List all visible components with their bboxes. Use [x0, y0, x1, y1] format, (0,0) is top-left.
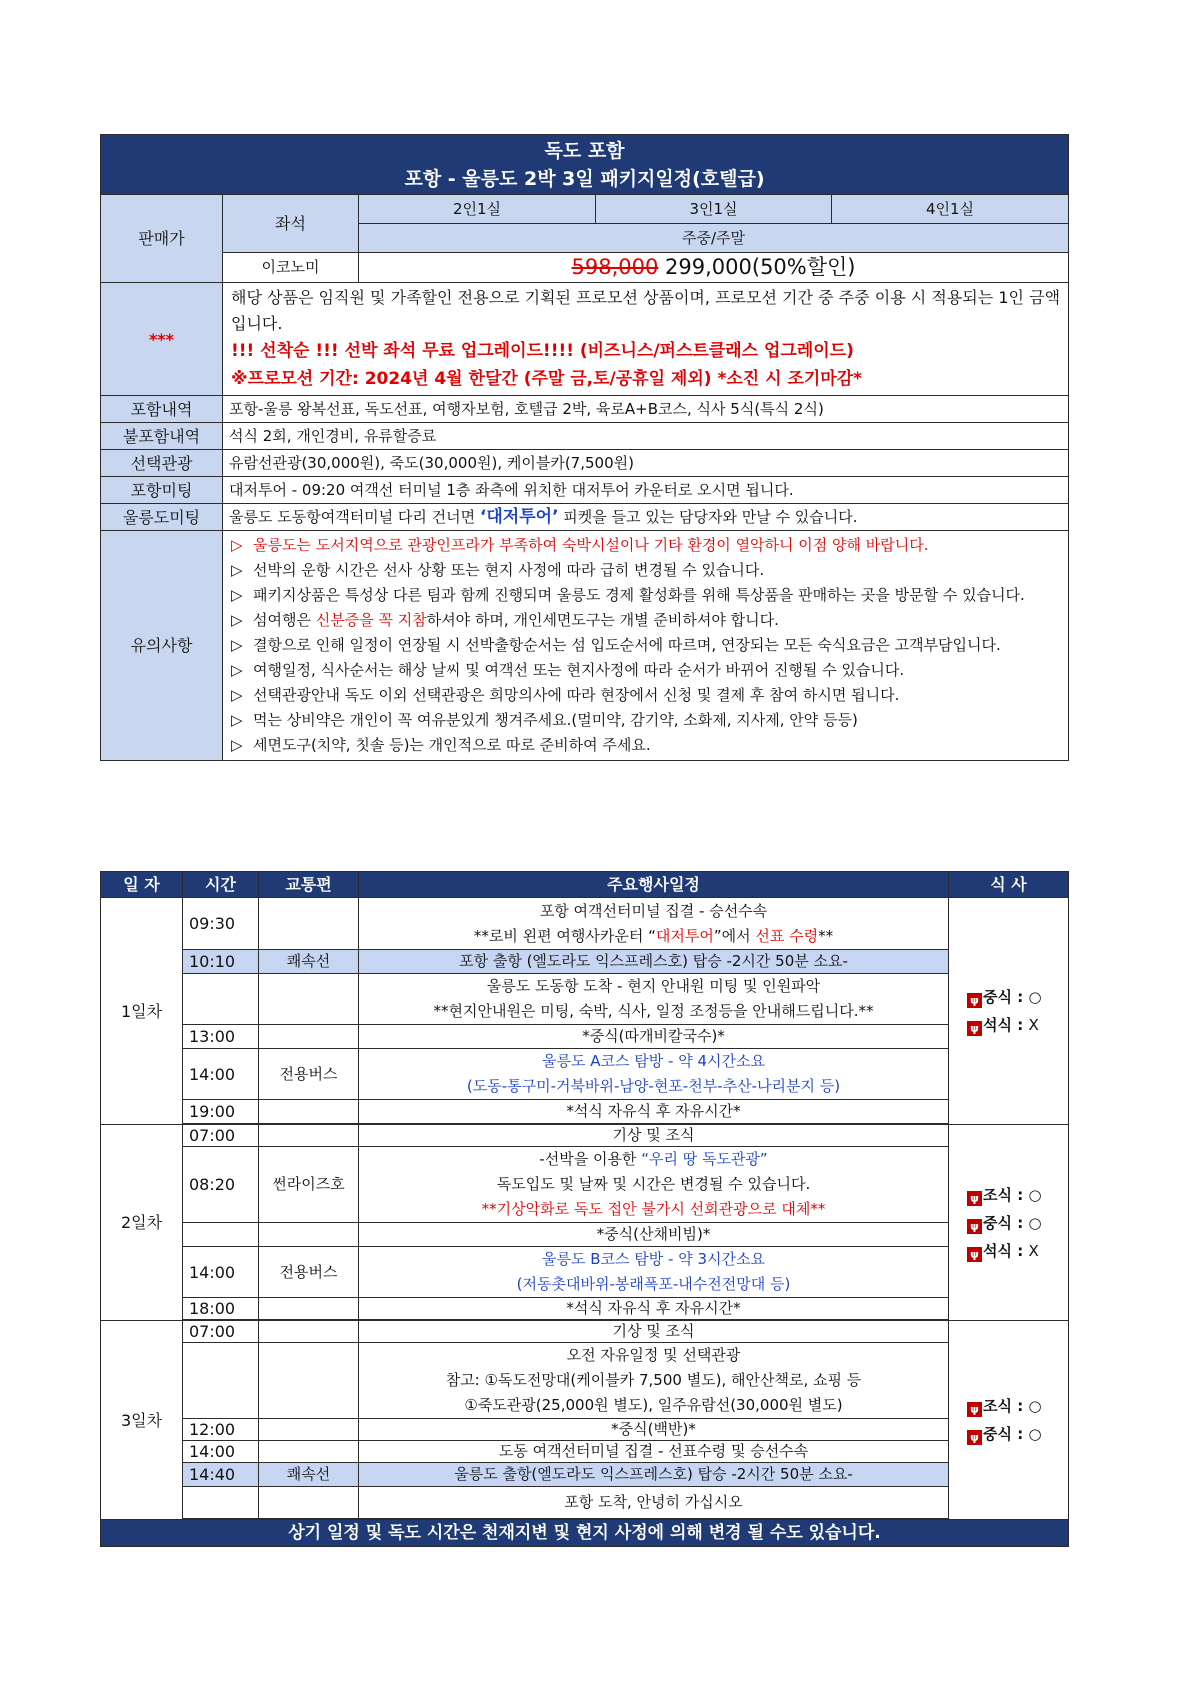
day2-activity-2a [365, 1147, 942, 1172]
room-4person: 4인1실 [832, 195, 1069, 224]
title-line-2: 포항 - 울릉도 2박 3일 패키지일정(호텔급) [404, 167, 765, 190]
day1-activity-5b: (도동-통구미-거북바위-남양-현포-천부-추산-나리분지 등) [466, 1077, 841, 1095]
day3-time-empty [183, 1343, 259, 1419]
meal-value: X [1028, 1241, 1039, 1260]
day3-time-1400: 14:00 [183, 1441, 259, 1463]
optional-tour-text: 유람선관광(30,000원), 죽도(30,000원), 케이블카(7,500원) [223, 450, 1069, 477]
day1-transport-bus: 전용버스 [259, 1049, 359, 1100]
package-title [101, 135, 1069, 195]
day2-time-0700: 07:00 [183, 1125, 259, 1147]
ulleung-meeting-pre: 울릉도 도동항여객터미널 다리 건너면 [229, 507, 480, 526]
day3-meal-breakfast: ψ 조식 : ○ [955, 1392, 1062, 1420]
header-meals: 식 사 [949, 872, 1069, 898]
promo-line-1: 해당 상품은 임직원 및 가족할인 전용으로 기획된 프로모션 상품이며, 프로모션 기간 중 주중 이용 시 적용되는 1인 금액입니다. [231, 288, 1061, 333]
day1-activity-1b [365, 924, 942, 949]
fork-knife-icon: ψ [967, 1430, 982, 1445]
day2-activity-3: *중식(산채비빔)* [359, 1223, 949, 1247]
day3-time-1440: 14:40 [183, 1463, 259, 1487]
note-4-post: 하셔야 하며, 개인세면도구는 개별 준비하셔야 합니다. [426, 611, 779, 629]
header-activities: 주요행사일정 [359, 872, 949, 898]
day1-meals [949, 898, 1069, 1125]
new-price: 299,000(50%할인) [665, 255, 856, 279]
text-red: 대저투어 [655, 926, 714, 945]
day-2-label: 2일차 [101, 1125, 183, 1321]
note-item [229, 683, 1058, 708]
promo-line-3: ※프로모션 기간: 2024년 4월 한달간 (주말 금,토/공휴일 제외) *소진 시 조기마감* [231, 369, 863, 389]
triangle-icon: ▷ [231, 561, 243, 579]
room-2person: 2인1실 [359, 195, 596, 224]
day3-activity-2 [359, 1343, 949, 1419]
excluded-label: 불포함내역 [101, 423, 223, 450]
day1-activity-5 [359, 1049, 949, 1100]
fork-knife-icon: ψ [967, 1402, 982, 1417]
day2-meal-lunch: ψ 중식 : ○ [955, 1209, 1062, 1237]
triangle-icon: ▷ [231, 661, 243, 679]
triangle-icon: ▷ [231, 586, 243, 604]
day3-transport-empty [259, 1441, 359, 1463]
note-5: 결항으로 인해 일정이 연장될 시 선박출항순서는 섬 입도순서에 따르며, 연장되는 모든 숙식요금은 고객부담입니다. [253, 636, 1001, 654]
title-line-1: 독도 포함 [544, 139, 625, 162]
meal-value: ○ [1028, 1397, 1042, 1415]
promo-cell [223, 283, 1069, 396]
day1-transport-ferry: 쾌속선 [259, 950, 359, 974]
day1-time-1010: 10:10 [183, 950, 259, 974]
note-9: 세면도구(치약, 칫솔 등)는 개인적으로 따로 준비하여 주세요. [253, 736, 651, 754]
day3-transport-empty [259, 1487, 359, 1519]
day2-transport-empty [259, 1223, 359, 1247]
day1-activity-1a: 포항 여객선터미널 집결 - 승선수속 [539, 901, 768, 920]
schedule-footer-notice: 상기 일정 및 독도 시간은 천재지변 및 현지 사정에 의해 변경 될 수도 있습니다. [101, 1520, 1069, 1547]
day2-activity-1: 기상 및 조식 [359, 1125, 949, 1147]
price-value [359, 253, 1069, 283]
day2-transport-empty [259, 1125, 359, 1147]
meal-value: X [1028, 1016, 1039, 1034]
meal-name: 중식 [983, 988, 1012, 1006]
day2-time-1400: 14:00 [183, 1247, 259, 1298]
day3-transport-empty [259, 1321, 359, 1343]
meal-value: ○ [1028, 988, 1042, 1006]
note-4-pre: 섬여행은 [253, 611, 316, 629]
day3-activity-5: 울릉도 출항(엘도라도 익스프레스호) 탑승 -2시간 50분 소요- [359, 1463, 949, 1487]
header-day: 일 자 [101, 872, 183, 898]
day2-transport-sunrise: 썬라이즈호 [259, 1147, 359, 1223]
day3-activity-2c: ①죽도관광(25,000원 별도), 일주유람선(30,000원 별도) [464, 1396, 843, 1414]
day2-meals [949, 1125, 1069, 1321]
ulleung-meeting-text [223, 504, 1069, 531]
day3-meal-lunch: ψ 중식 : ○ [955, 1420, 1062, 1448]
seat-label: 좌석 [223, 195, 359, 253]
note-4-red: 신분증을 꼭 지참 [315, 611, 427, 629]
day1-time-0930: 09:30 [183, 898, 259, 950]
day1-activity-4: *중식(따개비칼국수)* [359, 1025, 949, 1049]
ulleung-meeting-label: 울릉도미팅 [101, 504, 223, 531]
fork-knife-icon: ψ [967, 993, 982, 1008]
note-item [229, 633, 1058, 658]
old-price: 598,000 [571, 255, 659, 279]
day1-activity-6: *석식 자유식 후 자유시간* [359, 1100, 949, 1124]
note-item [229, 708, 1058, 733]
day2-meal-dinner: ψ 석식 : X [955, 1237, 1062, 1265]
day2-activity-4a: 울릉도 B코스 탐방 - 약 3시간소요 [542, 1250, 765, 1268]
triangle-icon: ▷ [231, 536, 243, 554]
day2-time-0820: 08:20 [183, 1147, 259, 1223]
pohang-meeting-text: 대저투어 - 09:20 여객선 터미널 1층 좌측에 위치한 대저투어 카운터로 오시면 됩니다. [223, 477, 1069, 504]
day3-time-1200: 12:00 [183, 1419, 259, 1441]
note-3: 패키지상품은 특성상 다른 팀과 함께 진행되며 울릉도 경제 활성화를 위해 특상품을 판매하는 곳을 방문할 수 있습니다. [253, 586, 1025, 604]
day1-meal-dinner: ψ 석식 : X [955, 1011, 1062, 1039]
included-text: 포항-울릉 왕복선표, 독도선표, 여행자보험, 호텔급 2박, 육로A+B코스, 식사 5식(특식 2식) [223, 396, 1069, 423]
day3-meals [949, 1321, 1069, 1520]
day1-transport-empty [259, 974, 359, 1025]
note-2: 선박의 운항 시간은 선사 상황 또는 현지 사정에 따라 급히 변경될 수 있습니다. [253, 561, 765, 579]
day2-activity-5: *석식 자유식 후 자유시간* [359, 1298, 949, 1320]
day1-activity-2: 포항 출항 (엘도라도 익스프레스호) 탑승 -2시간 50분 소요- [359, 950, 949, 974]
note-item [229, 658, 1058, 683]
fork-knife-icon: ψ [967, 1021, 982, 1036]
day3-transport-empty [259, 1343, 359, 1419]
note-item [229, 533, 1058, 558]
meal-name: 조식 [983, 1185, 1012, 1204]
meal-name: 중식 [983, 1213, 1012, 1232]
day1-activity-1 [359, 898, 949, 950]
day1-activity-3a: 울릉도 도동항 도착 - 현지 안내원 미팅 및 인원파악 [486, 977, 821, 995]
day1-time-1400: 14:00 [183, 1049, 259, 1100]
note-1: 울릉도는 도서지역으로 관광인프라가 부족하여 숙박시설이나 기타 환경이 열악하니 이점 양해 바랍니다. [253, 536, 929, 554]
note-8: 먹는 상비약은 개인이 꼭 여유분있게 챙겨주세요.(멀미약, 감기약, 소화제, 지사제, 안약 등등) [253, 711, 858, 729]
period-label: 주중/주말 [359, 224, 1069, 253]
day1-activity-3b: **현지안내원은 미팅, 숙박, 식사, 일정 조정등을 안내해드립니다.** [433, 1002, 874, 1020]
class-label: 이코노미 [223, 253, 359, 283]
promo-line-2: !!! 선착순 !!! 선박 좌석 무료 업그레이드!!!! (비즈니스/퍼스트클래스 업그레이드) [231, 341, 854, 361]
day2-activity-4 [359, 1247, 949, 1298]
text: **로비 왼편 여행사카운터 “ [473, 926, 656, 945]
day2-time-1800: 18:00 [183, 1298, 259, 1320]
day3-activity-6: 포항 도착, 안녕히 가십시오 [359, 1487, 949, 1519]
text: ”에서 [713, 926, 756, 945]
day2-transport-bus: 전용버스 [259, 1247, 359, 1298]
package-info-table [100, 134, 1069, 761]
ulleung-meeting-highlight: ‘대저투어’ [479, 506, 559, 527]
day2-transport-empty [259, 1298, 359, 1320]
note-item [229, 733, 1058, 758]
meal-name: 조식 [983, 1397, 1012, 1415]
triangle-icon: ▷ [231, 686, 243, 704]
note-item [229, 558, 1058, 583]
triangle-icon: ▷ [231, 711, 243, 729]
day-1-label: 1일차 [101, 898, 183, 1125]
day2-activity-2 [359, 1147, 949, 1223]
day2-activity-4b: (저동촛대바위-봉래폭포-내수전전망대 등) [516, 1275, 791, 1293]
day2-activity-2b: 독도입도 및 날짜 및 시간은 변경될 수 있습니다. [496, 1175, 811, 1193]
text-red: 선표 수령 [755, 926, 819, 945]
day1-transport-empty [259, 1100, 359, 1124]
schedule-table [100, 871, 1069, 1547]
text-blue: “우리 땅 독도관광” [641, 1150, 768, 1168]
day2-time-empty [183, 1223, 259, 1247]
header-transport: 교통편 [259, 872, 359, 898]
day1-transport-empty [259, 1025, 359, 1049]
day3-activity-1: 기상 및 조식 [359, 1321, 949, 1343]
day1-transport-empty [259, 898, 359, 950]
promo-label: *** [101, 283, 223, 396]
day3-activity-2a: 오전 자유일정 및 선택관광 [566, 1346, 741, 1364]
text: -선박을 이용한 [539, 1150, 642, 1168]
excluded-text: 석식 2회, 개인경비, 유류할증료 [223, 423, 1069, 450]
day3-time-0700: 07:00 [183, 1321, 259, 1343]
meal-value: ○ [1028, 1425, 1042, 1443]
fork-knife-icon: ψ [967, 1191, 982, 1206]
day2-activity-2c: **기상악화로 독도 접안 불가시 선회관광으로 대체** [481, 1200, 826, 1218]
room-3person: 3인1실 [596, 195, 832, 224]
header-time: 시간 [183, 872, 259, 898]
note-6: 여행일정, 식사순서는 해상 날씨 및 여객선 또는 현지사정에 따라 순서가 바뀌어 진행될 수 있습니다. [253, 661, 905, 679]
day3-transport-empty [259, 1419, 359, 1441]
notes-list [229, 531, 1058, 760]
meal-value: ○ [1028, 1213, 1042, 1232]
ulleung-meeting-post: 피켓을 들고 있는 담당자와 만날 수 있습니다. [558, 507, 858, 526]
triangle-icon: ▷ [231, 736, 243, 754]
day1-time-empty [183, 974, 259, 1025]
day3-activity-4: 도동 여객선터미널 집결 - 선표수령 및 승선수속 [359, 1441, 949, 1463]
pohang-meeting-label: 포항미팅 [101, 477, 223, 504]
triangle-icon: ▷ [231, 636, 243, 654]
day3-transport-ferry: 쾌속선 [259, 1463, 359, 1487]
note-7: 선택관광안내 독도 이외 선택관광은 희망의사에 따라 현장에서 신청 및 결제 후 참여 하시면 됩니다. [253, 686, 900, 704]
day1-time-1900: 19:00 [183, 1100, 259, 1124]
day1-activity-5a: 울릉도 A코스 탐방 - 약 4시간소요 [542, 1052, 765, 1070]
note-item [229, 608, 1058, 633]
day-3-label: 3일차 [101, 1321, 183, 1520]
notes-label: 유의사항 [101, 531, 223, 761]
notes-cell [223, 531, 1069, 761]
day3-activity-2b: 참고: ①독도전망대(케이블카 7,500 별도), 해안산책로, 쇼핑 등 [445, 1371, 862, 1389]
included-label: 포함내역 [101, 396, 223, 423]
day3-time-empty [183, 1487, 259, 1519]
meal-name: 중식 [983, 1425, 1012, 1443]
meal-value: ○ [1028, 1185, 1042, 1204]
day3-activity-3: *중식(백반)* [359, 1419, 949, 1441]
price-label: 판매가 [101, 195, 223, 283]
day2-meal-breakfast: ψ 조식 : ○ [955, 1181, 1062, 1209]
triangle-icon: ▷ [231, 611, 243, 629]
day1-meal-lunch: ψ 중식 : ○ [955, 983, 1062, 1011]
fork-knife-icon: ψ [967, 1247, 982, 1262]
meal-name: 석식 [983, 1241, 1012, 1260]
note-item [229, 583, 1058, 608]
optional-tour-label: 선택관광 [101, 450, 223, 477]
day1-activity-3 [359, 974, 949, 1025]
fork-knife-icon: ψ [967, 1219, 982, 1234]
text: ** [818, 926, 834, 945]
meal-name: 석식 [983, 1016, 1012, 1034]
day1-time-1300: 13:00 [183, 1025, 259, 1049]
